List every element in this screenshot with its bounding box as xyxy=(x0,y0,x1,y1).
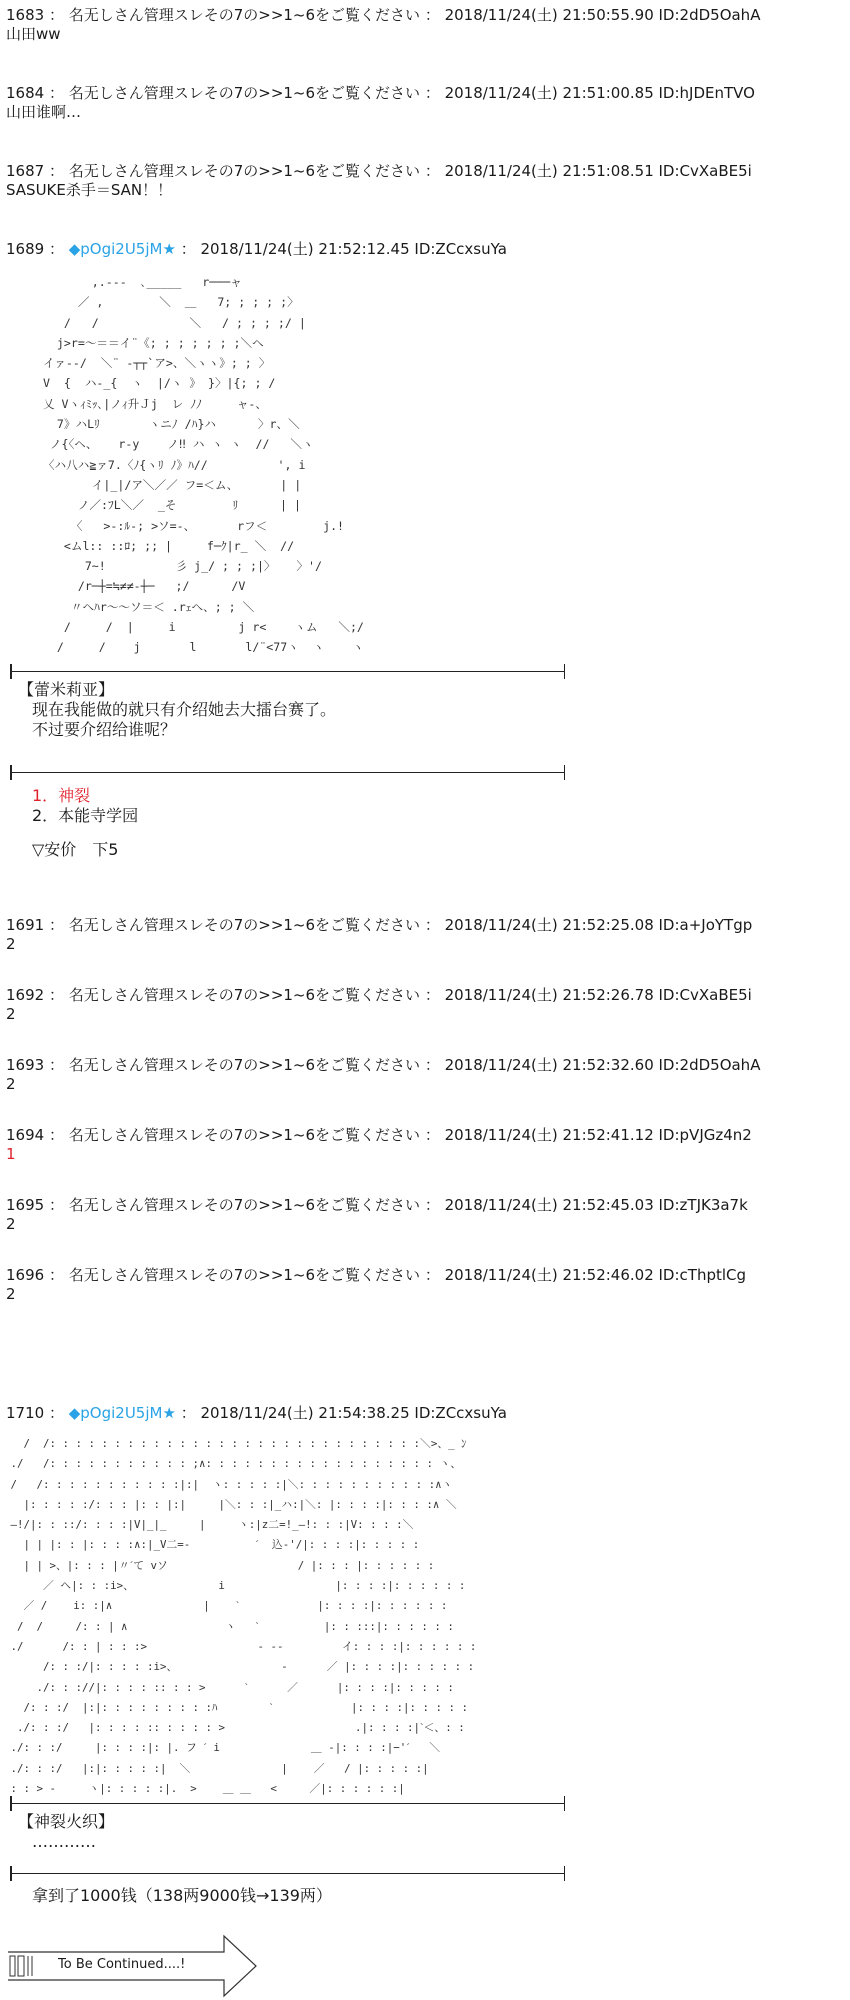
post-number: 1689 ： xyxy=(6,240,64,258)
post-1691 xyxy=(6,916,752,954)
author-trip[interactable]: ◆pOgi2U5jM★ xyxy=(68,1404,176,1422)
post-body: 山田谁啊… xyxy=(6,103,82,121)
post-1710-header xyxy=(6,1404,507,1423)
divider xyxy=(10,1803,565,1804)
ascii-art-kanzaki: / /: : : : : : : : : : : : : : : : : : : : : : : : : : : : :＼>、_ ﾝ ./ /: : : : : : : : : : : ;∧: : : : : : : : : : : : : : : : : : ヽ、 / /: : : : : : : : : : :|:| ヽ: : : : :|＼: : : : : : : : : : :∧ヽ |: : : : :/: : : |: : |:| |＼: : :|_ハ:|＼: |: : : :|: : : :∧ ＼ –!/|: : ::/: : : :|V|_|_ | ヽ:|z二=!_–!: : :|V: : : :＼ | | |: : |: : : :∧:|_V二=- ˊ 込-'/|: : : :|: : : : : | | >、|: : : |〃ˊて vソ / |: : : |: : : : : : ／ ヘ|: : :i>、 i |: : : :|: : : : : : ／ / i: :|∧ | ˋ |: : : :|: : : : : : / / /: : | ∧ ヽ ˋ |: : :::|: : : : : : ./ /: : | : : :> ‐ ‐‐ イ: : : :|: : : : : : /: : :/|: : : : :i>、 ‐ ／ |: : : :|: : : : : : ./: : ://|: : : : :: : : > ˋ ／ |: : : :|: : : : : /: : :/ |:|: : : : : : : : :ﾊ ˋ |: : : :|: : : : : ./: : :/ |: : : : :: : : : : > .|: : : :|ˋ＜、: : ./: : :/ |: : : :|: |. フ ˊ i ＿ ‐|: : : :|−'ˊ ＼ ./: : :/ |:|: : : : :| ＼ | ／ / |: : : : :| : : > ‐ ヽ|: : : : :|. > ＿ ＿ < ／|: : : : : :| xyxy=(10,1437,477,1796)
speaker-name: 【神裂火织】 xyxy=(18,1812,115,1831)
post-1692 xyxy=(6,986,752,1024)
continued-label: To Be Continued....! xyxy=(58,1957,186,1972)
post-header: 1687 ： 名无しさん管理スレその7の>>1~6をご覧ください ： 2018/11/24(土) 21:51:08.51 ID:CvXaBE5i xyxy=(6,162,752,180)
post-header: 1696 ： 名无しさん管理スレその7の>>1~6をご覧ください ： 2018/11/24(土) 21:52:46.02 ID:cThptlCg xyxy=(6,1266,747,1284)
post-body: 2 xyxy=(6,1215,16,1233)
post-header: 1683 ： 名无しさん管理スレその7の>>1~6をご覧ください ： 2018/11/24(土) 21:50:55.90 ID:2dD5OahA xyxy=(6,6,761,24)
post-1693 xyxy=(6,1056,760,1094)
post-1684 xyxy=(6,84,755,122)
dialogue-box-remilia xyxy=(18,680,336,740)
post-header: 1684 ： 名无しさん管理スレその7の>>1~6をご覧ください ： 2018/11/24(土) 21:51:00.85 ID:hJDEnTVO xyxy=(6,84,755,102)
post-1683 xyxy=(6,6,760,44)
post-1695 xyxy=(6,1196,748,1234)
post-body: 2 xyxy=(6,1075,16,1093)
post-meta: ： 2018/11/24(土) 21:52:12.45 ID:ZCcxsuYa xyxy=(180,240,507,258)
post-body: 2 xyxy=(6,1005,16,1023)
post-1694 xyxy=(6,1126,752,1164)
post-body: 2 xyxy=(6,935,16,953)
divider xyxy=(10,1873,565,1874)
vote-instruction: ▽安价 下5 xyxy=(32,840,119,859)
post-header: 1693 ： 名无しさん管理スレその7の>>1~6をご覧ください ： 2018/11/24(土) 21:52:32.60 ID:2dD5OahA xyxy=(6,1056,761,1074)
post-body: 2 xyxy=(6,1285,16,1303)
divider xyxy=(10,671,565,672)
divider xyxy=(10,772,565,773)
post-header: 1694 ： 名无しさん管理スレその7の>>1~6をご覧ください ： 2018/11/24(土) 21:52:41.12 ID:pVJGz4n2 xyxy=(6,1126,752,1144)
speaker-name: 【蕾米莉亚】 xyxy=(18,680,115,699)
dialogue-line: 不过要介绍给谁呢？ xyxy=(32,720,177,739)
post-header: 1692 ： 名无しさん管理スレその7の>>1~6をご覧ください ： 2018/11/24(土) 21:52:26.78 ID:CvXaBE5i xyxy=(6,986,752,1004)
option-2: 2．本能寺学园 xyxy=(32,806,139,825)
dialogue-line: ………… xyxy=(32,1832,96,1851)
post-header: 1691 ： 名无しさん管理スレその7の>>1~6をご覧ください ： 2018/11/24(土) 21:52:25.08 ID:a+JoYTgp xyxy=(6,916,753,934)
post-body: 山田ww xyxy=(6,25,61,43)
dialogue-line: 现在我能做的就只有介绍她去大擂台赛了。 xyxy=(32,700,337,719)
post-body: SASUKE杀手＝SAN！！ xyxy=(6,181,173,199)
author-trip[interactable]: ◆pOgi2U5jM★ xyxy=(68,240,176,258)
post-body: 1 xyxy=(6,1145,16,1163)
dialogue-box-kanzaki xyxy=(18,1812,114,1852)
post-1696 xyxy=(6,1266,746,1304)
options-list xyxy=(32,786,138,860)
option-1: 1．神裂 xyxy=(32,786,91,805)
result-text: 拿到了1000钱（138两9000钱→139两） xyxy=(32,1886,332,1905)
post-1687 xyxy=(6,162,752,200)
post-1689-header xyxy=(6,240,507,259)
ascii-art-remilia: ,.--- ､_____ r───ャ ／ , ＼ ＿ 7; ; ; ; ;〉 / / ＼ / ; ; ; ;/ | j>r=～＝＝イ¨《; ; ; ; ; ; ;＼へ イァ‐-/ ＼¨ ‐┬┬`ア>、＼ヽヽ》; ; 〉 V { ハ-_{ ヽ |/ヽ 》 }〉|{; ; / 乂 Vヽｨﾐｯ､|ノｨ升Ｊj レ ﾉﾉ ャ-、 7》ハLﾘ ヽニﾉ /ﾊ}ハ 〉r、＼ ノ{〈ヘ、 r‐y ノ‼ ハ ヽ ヽ // ＼ヽ 〈ハ八ハ≧ァ7.〈ﾉ{ヽﾘ ﾉ》ﾊ// ', i イ|_|/ア＼／／ フ=＜ム、 | | ノ／:ﾌL＼／ _そ ﾘ | | 〈 >-:ﾙ-; >ソ=-、 rフ＜ j.! <ムl:: ::ﾛ; ;; | f─ｸ|r_ ＼ // 7~! 彡 j_/ ; ; ;|〉 〉'/ /r─┼=≒≠≠‐┼─ ;/ /V 〃へﾊr～～ソ＝＜ .rｪへ、; ; ＼ / / | i j r< ヽム ＼;/ / / j l l/¨<77ヽ ヽ ヽ xyxy=(42,275,364,655)
post-header: 1695 ： 名无しさん管理スレその7の>>1~6をご覧ください ： 2018/11/24(土) 21:52:45.03 ID:zTJK3a7k xyxy=(6,1196,748,1214)
post-number: 1710 ： xyxy=(6,1404,64,1422)
post-meta: ： 2018/11/24(土) 21:54:38.25 ID:ZCcxsuYa xyxy=(180,1404,507,1422)
